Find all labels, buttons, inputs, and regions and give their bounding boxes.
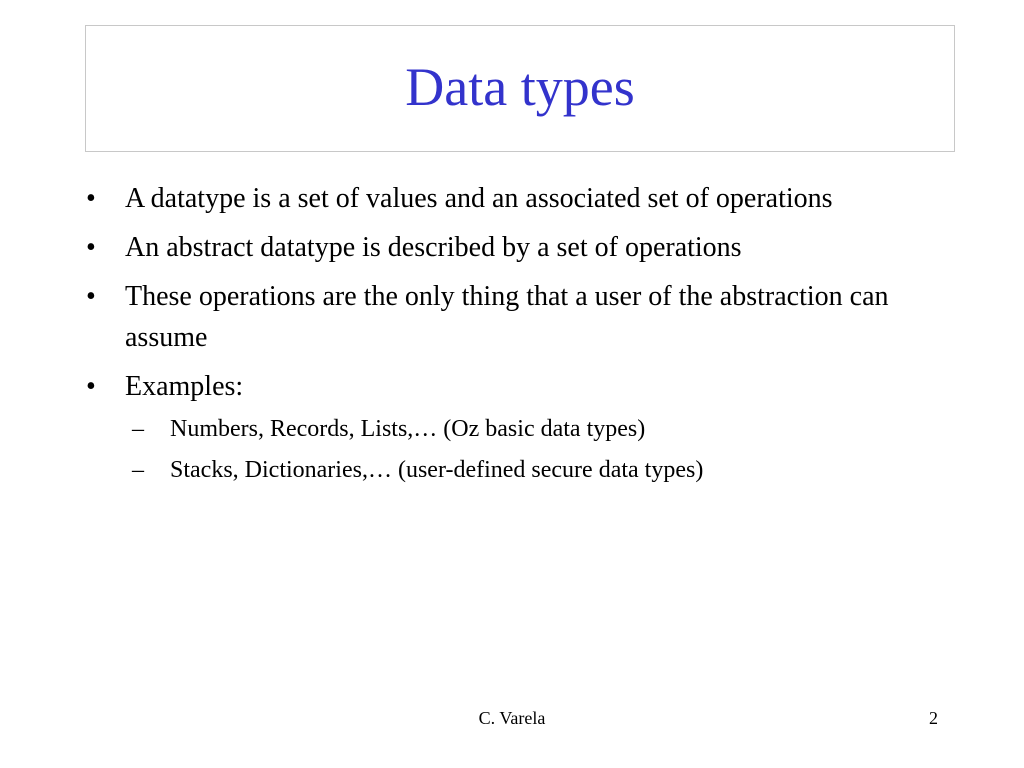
slide-title: Data types	[405, 56, 635, 117]
bullet-mark: •	[86, 371, 96, 402]
sub-bullet-list	[85, 413, 915, 486]
sub-bullet-item	[85, 413, 915, 445]
bullet-item	[85, 276, 915, 358]
bullet-mark: •	[86, 183, 96, 214]
sub-bullet-mark: –	[132, 457, 144, 483]
bullet-text: An abstract datatype is described by a set of operations	[125, 232, 742, 263]
sub-bullet-mark: –	[132, 416, 144, 442]
bullet-item	[85, 227, 915, 268]
bullet-item	[85, 366, 915, 407]
sub-bullet-text: Stacks, Dictionaries,… (user-defined secure data types)	[170, 457, 704, 483]
title-box	[85, 25, 955, 152]
sub-bullet-item	[85, 454, 915, 486]
bullet-text: A datatype is a set of values and an associated set of operations	[125, 183, 833, 214]
bullet-text: Examples:	[125, 371, 244, 402]
bullet-item	[85, 178, 915, 219]
sub-bullet-text: Numbers, Records, Lists,… (Oz basic data types)	[170, 416, 646, 442]
slide-content	[85, 178, 915, 495]
bullet-mark: •	[86, 232, 96, 263]
page-number: 2	[929, 708, 938, 728]
bullet-mark: •	[86, 281, 96, 312]
footer-author: C. Varela	[478, 708, 546, 728]
bullet-text: These operations are the only thing that a user of the abstraction can assume	[125, 281, 889, 353]
